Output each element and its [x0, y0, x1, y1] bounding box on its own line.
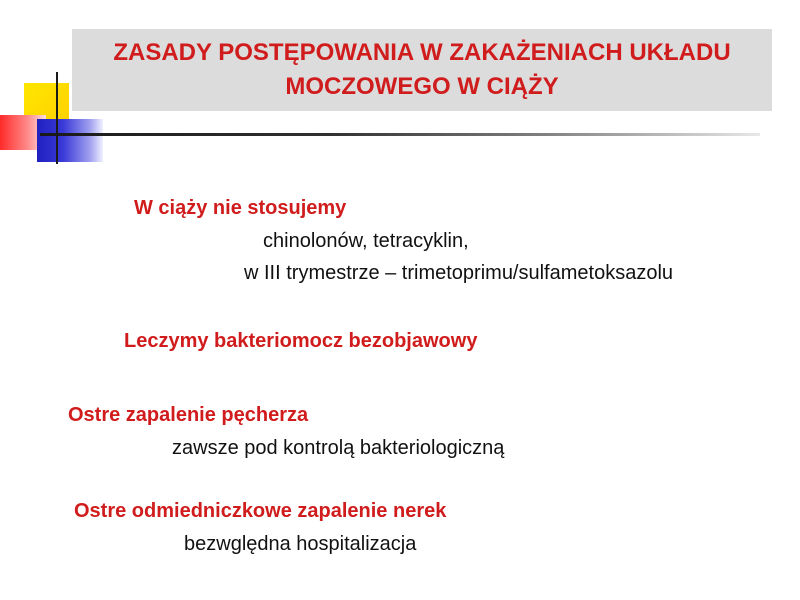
cystitis-item-1: zawsze pod kontrolą bakteriologiczną	[172, 437, 505, 459]
blue-square-decoration	[37, 119, 103, 162]
title-line-2: MOCZOWEGO W CIĄŻY	[285, 73, 559, 100]
vertical-divider	[56, 72, 58, 164]
pyelonephritis-heading: Ostre odmiedniczkowe zapalenie nerek	[74, 500, 447, 522]
pyelonephritis-item-1: bezwględna hospitalizacja	[184, 533, 417, 555]
slide-title	[72, 29, 772, 111]
pregnancy-item-1: chinolonów, tetracyklin,	[263, 230, 469, 252]
pregnancy-heading: W ciąży nie stosujemy	[134, 197, 347, 219]
pregnancy-item-2: w III trymestrze – trimetoprimu/sulfametoksazolu	[244, 262, 674, 284]
cystitis-heading: Ostre zapalenie pęcherza	[68, 404, 309, 426]
horizontal-divider	[40, 133, 760, 136]
title-line-1: ZASADY POSTĘPOWANIA W ZAKAŻENIACH UKŁADU	[113, 39, 731, 66]
bacteriuria-heading: Leczymy bakteriomocz bezobjawowy	[124, 330, 478, 352]
